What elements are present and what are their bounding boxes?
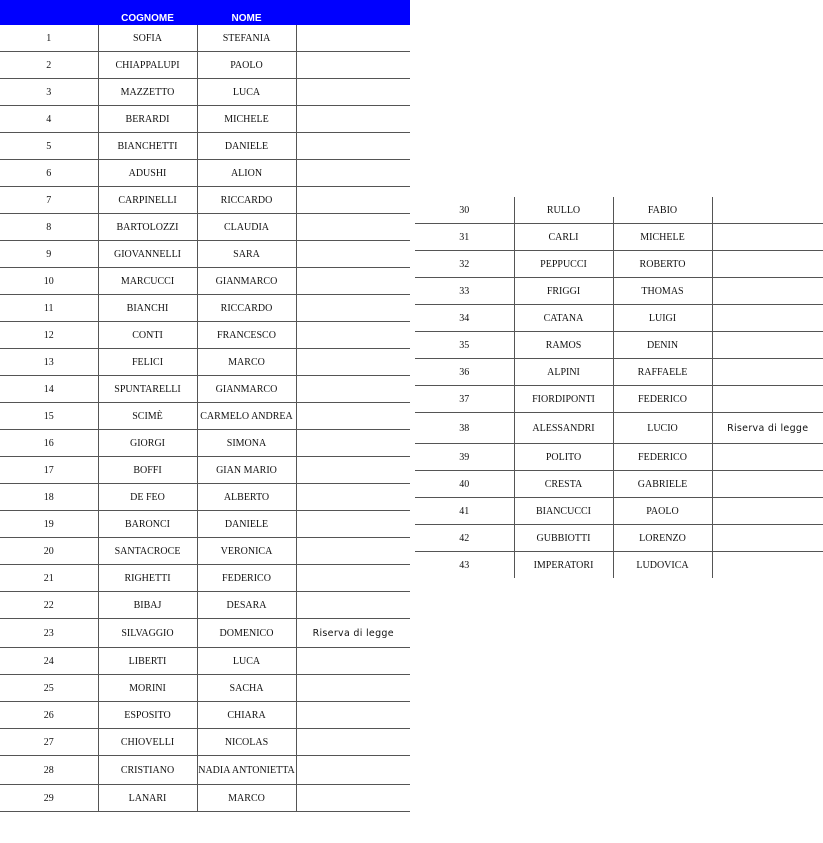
row-cognome: GIOVANNELLI — [98, 241, 197, 268]
table-row — [0, 376, 410, 403]
row-cognome: MARCUCCI — [98, 268, 197, 295]
row-cognome: SILVAGGIO — [98, 619, 197, 648]
table-row — [0, 106, 410, 133]
row-note — [712, 552, 823, 579]
row-cognome: BIANCHETTI — [98, 133, 197, 160]
row-note — [296, 376, 410, 403]
row-note — [296, 25, 410, 52]
row-nome: RICCARDO — [197, 295, 296, 322]
row-number: 28 — [0, 756, 98, 785]
row-note — [296, 592, 410, 619]
table-row — [415, 498, 823, 525]
row-nome: CLAUDIA — [197, 214, 296, 241]
row-note — [296, 430, 410, 457]
row-nome: SACHA — [197, 675, 296, 702]
row-number: 9 — [0, 241, 98, 268]
row-number: 12 — [0, 322, 98, 349]
row-nome: MICHELE — [197, 106, 296, 133]
row-nome: FRANCESCO — [197, 322, 296, 349]
row-nome: LUDOVICA — [613, 552, 712, 579]
row-nome: MARCO — [197, 785, 296, 812]
table-row — [0, 702, 410, 729]
table-row — [415, 552, 823, 579]
row-nome: GIAN MARIO — [197, 457, 296, 484]
row-cognome: CRISTIANO — [98, 756, 197, 785]
row-cognome: BERARDI — [98, 106, 197, 133]
row-note — [296, 268, 410, 295]
row-note — [296, 133, 410, 160]
row-note — [296, 295, 410, 322]
table-row — [0, 592, 410, 619]
row-cognome: ALPINI — [514, 359, 613, 386]
table-row — [415, 278, 823, 305]
row-nome: RAFFAELE — [613, 359, 712, 386]
row-number: 32 — [415, 251, 514, 278]
row-cognome: ESPOSITO — [98, 702, 197, 729]
row-note — [296, 729, 410, 756]
row-nome: FEDERICO — [613, 386, 712, 413]
row-cognome: BIBAJ — [98, 592, 197, 619]
header-cognome: COGNOME — [98, 0, 197, 25]
row-number: 22 — [0, 592, 98, 619]
table-row — [415, 444, 823, 471]
row-nome: DOMENICO — [197, 619, 296, 648]
header-note — [296, 0, 410, 25]
row-cognome: BIANCUCCI — [514, 498, 613, 525]
row-cognome: CHIAPPALUPI — [98, 52, 197, 79]
table-row — [0, 785, 410, 812]
table-row — [415, 305, 823, 332]
row-nome: LUIGI — [613, 305, 712, 332]
table-row — [0, 403, 410, 430]
row-number: 21 — [0, 565, 98, 592]
row-number: 30 — [415, 197, 514, 224]
row-note: Riserva di legge — [296, 619, 410, 648]
row-cognome: RULLO — [514, 197, 613, 224]
row-nome: VERONICA — [197, 538, 296, 565]
table-row — [0, 79, 410, 106]
row-nome: DENIN — [613, 332, 712, 359]
row-note — [296, 538, 410, 565]
row-number: 38 — [415, 413, 514, 444]
row-nome: LUCIO — [613, 413, 712, 444]
row-note — [296, 52, 410, 79]
header-nome: NOME — [197, 0, 296, 25]
row-note — [712, 224, 823, 251]
row-cognome: SPUNTARELLI — [98, 376, 197, 403]
row-nome: LORENZO — [613, 525, 712, 552]
row-number: 33 — [415, 278, 514, 305]
row-number: 11 — [0, 295, 98, 322]
row-number: 27 — [0, 729, 98, 756]
row-number: 35 — [415, 332, 514, 359]
row-nome: NADIA ANTONIETTA — [197, 756, 296, 785]
row-cognome: PEPPUCCI — [514, 251, 613, 278]
row-cognome: CATANA — [514, 305, 613, 332]
row-nome: NICOLAS — [197, 729, 296, 756]
table-row — [0, 430, 410, 457]
row-number: 42 — [415, 525, 514, 552]
row-note — [296, 214, 410, 241]
row-note — [296, 403, 410, 430]
table-row — [0, 511, 410, 538]
table-row — [0, 160, 410, 187]
candidates-table-right — [415, 197, 823, 578]
row-number: 20 — [0, 538, 98, 565]
table-row — [0, 484, 410, 511]
row-number: 10 — [0, 268, 98, 295]
row-number: 17 — [0, 457, 98, 484]
row-cognome: FRIGGI — [514, 278, 613, 305]
row-number: 6 — [0, 160, 98, 187]
row-cognome: CARPINELLI — [98, 187, 197, 214]
row-nome: CARMELO ANDREA — [197, 403, 296, 430]
row-number: 19 — [0, 511, 98, 538]
row-cognome: MORINI — [98, 675, 197, 702]
row-note — [712, 444, 823, 471]
table-row — [0, 457, 410, 484]
row-cognome: SCIMÈ — [98, 403, 197, 430]
table-row — [415, 525, 823, 552]
row-note — [296, 702, 410, 729]
row-cognome: SOFIA — [98, 25, 197, 52]
row-note — [296, 187, 410, 214]
row-note — [296, 675, 410, 702]
row-number: 36 — [415, 359, 514, 386]
row-cognome: BARTOLOZZI — [98, 214, 197, 241]
row-note — [712, 251, 823, 278]
row-note — [712, 305, 823, 332]
row-note — [296, 160, 410, 187]
row-number: 5 — [0, 133, 98, 160]
table-row — [415, 224, 823, 251]
row-cognome: MAZZETTO — [98, 79, 197, 106]
table-row — [0, 214, 410, 241]
row-nome: GIANMARCO — [197, 376, 296, 403]
row-number: 14 — [0, 376, 98, 403]
row-cognome: FELICI — [98, 349, 197, 376]
row-number: 37 — [415, 386, 514, 413]
table-row — [0, 268, 410, 295]
table-row — [415, 359, 823, 386]
row-cognome: FIORDIPONTI — [514, 386, 613, 413]
header-number — [0, 0, 98, 25]
row-cognome: GUBBIOTTI — [514, 525, 613, 552]
row-number: 15 — [0, 403, 98, 430]
row-note — [296, 565, 410, 592]
row-cognome: BOFFI — [98, 457, 197, 484]
row-number: 41 — [415, 498, 514, 525]
row-nome: SIMONA — [197, 430, 296, 457]
table-row — [0, 756, 410, 785]
row-note — [712, 332, 823, 359]
row-nome: FABIO — [613, 197, 712, 224]
row-nome: DANIELE — [197, 511, 296, 538]
row-cognome: SANTACROCE — [98, 538, 197, 565]
row-number: 4 — [0, 106, 98, 133]
row-note — [296, 511, 410, 538]
row-note — [712, 498, 823, 525]
table-row — [0, 349, 410, 376]
row-nome: DANIELE — [197, 133, 296, 160]
row-number: 2 — [0, 52, 98, 79]
row-note — [712, 471, 823, 498]
row-note — [712, 359, 823, 386]
table-row — [0, 241, 410, 268]
row-number: 29 — [0, 785, 98, 812]
row-note: Riserva di legge — [712, 413, 823, 444]
row-nome: FEDERICO — [613, 444, 712, 471]
candidates-table-left — [0, 0, 410, 812]
row-cognome: BIANCHI — [98, 295, 197, 322]
row-number: 8 — [0, 214, 98, 241]
row-note — [296, 648, 410, 675]
row-cognome: ADUSHI — [98, 160, 197, 187]
row-number: 40 — [415, 471, 514, 498]
table-row — [415, 413, 823, 444]
table-row — [0, 187, 410, 214]
table-row — [0, 295, 410, 322]
table-row — [0, 675, 410, 702]
row-nome: FEDERICO — [197, 565, 296, 592]
row-note — [712, 278, 823, 305]
table-row — [415, 251, 823, 278]
table-row — [0, 322, 410, 349]
row-cognome: DE FEO — [98, 484, 197, 511]
row-nome: PAOLO — [197, 52, 296, 79]
row-number: 13 — [0, 349, 98, 376]
row-cognome: IMPERATORI — [514, 552, 613, 579]
row-number: 26 — [0, 702, 98, 729]
table-row — [0, 729, 410, 756]
row-nome: MICHELE — [613, 224, 712, 251]
row-note — [296, 756, 410, 785]
row-note — [296, 349, 410, 376]
row-cognome: POLITO — [514, 444, 613, 471]
table-row — [415, 471, 823, 498]
row-cognome: BARONCI — [98, 511, 197, 538]
row-number: 31 — [415, 224, 514, 251]
row-cognome: RAMOS — [514, 332, 613, 359]
row-cognome: CONTI — [98, 322, 197, 349]
table-row — [415, 332, 823, 359]
row-nome: RICCARDO — [197, 187, 296, 214]
row-note — [712, 386, 823, 413]
row-cognome: CHIOVELLI — [98, 729, 197, 756]
table-row — [0, 25, 410, 52]
row-number: 25 — [0, 675, 98, 702]
row-note — [296, 785, 410, 812]
table-row — [0, 648, 410, 675]
row-number: 3 — [0, 79, 98, 106]
row-note — [712, 197, 823, 224]
row-cognome: CARLI — [514, 224, 613, 251]
row-nome: LUCA — [197, 79, 296, 106]
row-nome: MARCO — [197, 349, 296, 376]
row-note — [296, 484, 410, 511]
table-row — [0, 538, 410, 565]
row-note — [296, 241, 410, 268]
row-nome: STEFANIA — [197, 25, 296, 52]
row-number: 24 — [0, 648, 98, 675]
row-nome: GIANMARCO — [197, 268, 296, 295]
row-number: 7 — [0, 187, 98, 214]
row-note — [296, 322, 410, 349]
row-cognome: GIORGI — [98, 430, 197, 457]
row-cognome: ALESSANDRI — [514, 413, 613, 444]
row-nome: ALION — [197, 160, 296, 187]
table-row — [415, 197, 823, 224]
row-note — [296, 79, 410, 106]
row-number: 23 — [0, 619, 98, 648]
row-nome: SARA — [197, 241, 296, 268]
table-header — [0, 0, 410, 25]
table-row — [0, 52, 410, 79]
row-note — [296, 106, 410, 133]
table-row — [0, 133, 410, 160]
row-note — [296, 457, 410, 484]
row-nome: PAOLO — [613, 498, 712, 525]
row-nome: ROBERTO — [613, 251, 712, 278]
row-cognome: CRESTA — [514, 471, 613, 498]
row-number: 18 — [0, 484, 98, 511]
table-row — [0, 565, 410, 592]
row-nome: DESARA — [197, 592, 296, 619]
row-number: 39 — [415, 444, 514, 471]
row-number: 43 — [415, 552, 514, 579]
row-cognome: LANARI — [98, 785, 197, 812]
row-number: 1 — [0, 25, 98, 52]
row-nome: GABRIELE — [613, 471, 712, 498]
table-row — [415, 386, 823, 413]
table-row — [0, 619, 410, 648]
row-number: 34 — [415, 305, 514, 332]
row-nome: THOMAS — [613, 278, 712, 305]
row-nome: CHIARA — [197, 702, 296, 729]
row-number: 16 — [0, 430, 98, 457]
row-note — [712, 525, 823, 552]
row-cognome: RIGHETTI — [98, 565, 197, 592]
row-nome: LUCA — [197, 648, 296, 675]
row-cognome: LIBERTI — [98, 648, 197, 675]
row-nome: ALBERTO — [197, 484, 296, 511]
